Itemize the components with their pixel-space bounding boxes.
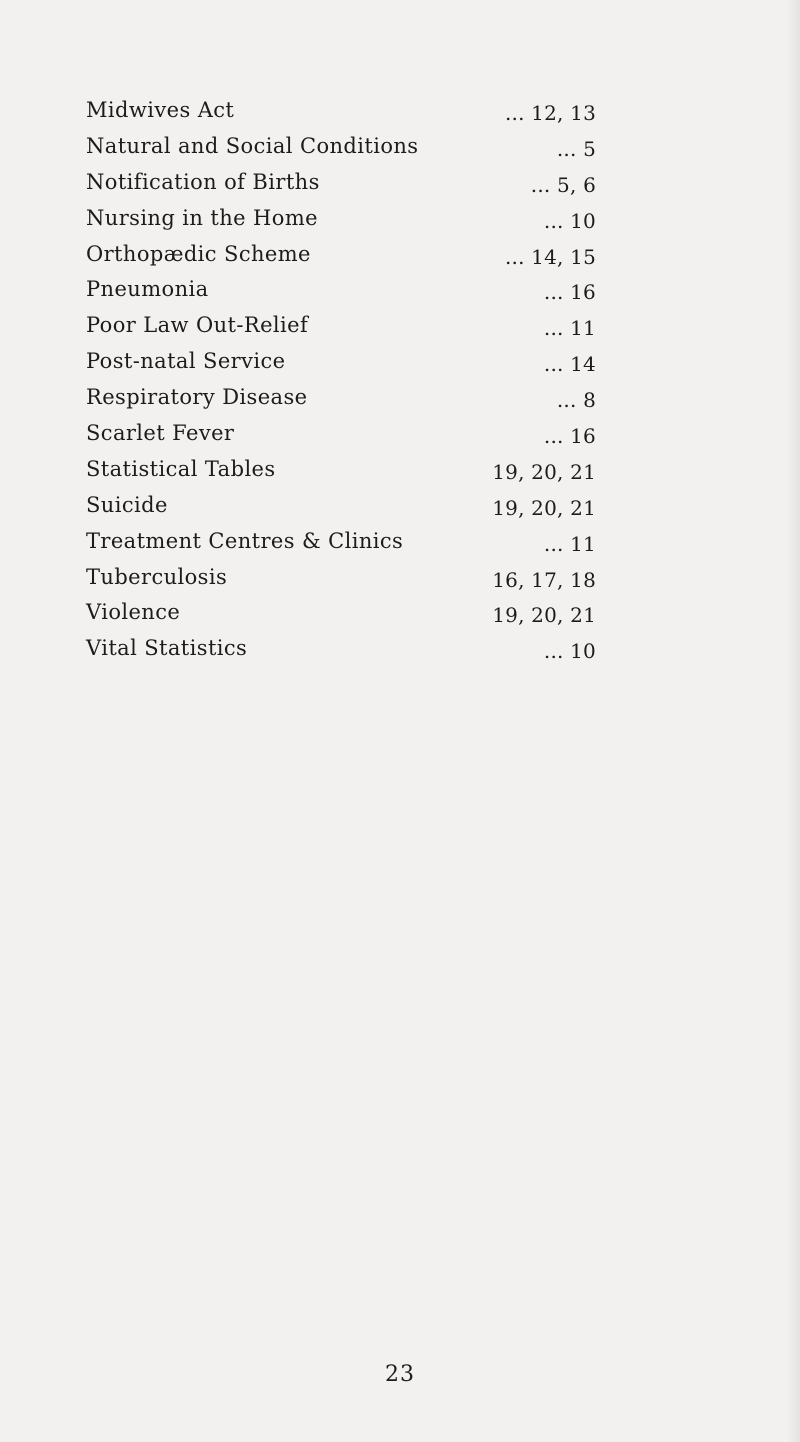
index-entry <box>86 563 606 599</box>
index-term: Post-natal Service <box>86 349 286 374</box>
index-term: Vital Statistics <box>86 636 248 661</box>
index-list <box>86 96 606 670</box>
index-term: Tuberculosis <box>86 564 228 589</box>
index-entry <box>86 383 606 419</box>
index-entry <box>86 275 606 311</box>
index-pages: ... 11 <box>543 316 596 341</box>
index-term: Respiratory Disease <box>86 385 308 410</box>
index-term: Midwives Act <box>86 98 235 122</box>
index-pages: ... 8 <box>556 388 596 413</box>
index-entry <box>86 311 606 347</box>
index-entry <box>86 347 606 383</box>
index-term: Statistical Tables <box>86 456 276 481</box>
index-entry <box>86 527 606 563</box>
index-entry <box>86 634 606 670</box>
index-term: Violence <box>86 600 181 625</box>
index-entry <box>86 204 606 240</box>
index-pages: ... 16 <box>543 424 596 449</box>
index-entry <box>86 491 606 527</box>
index-entry <box>86 455 606 491</box>
page-number: 23 <box>385 1362 415 1387</box>
index-term: Notification of Births <box>86 169 320 194</box>
index-term: Nursing in the Home <box>86 205 318 230</box>
index-pages: ... 11 <box>543 531 596 556</box>
index-pages: ... 16 <box>543 280 596 305</box>
index-entry <box>86 598 606 634</box>
index-term: Treatment Centres & Clinics <box>86 528 404 553</box>
index-pages: ... 5, 6 <box>530 172 596 197</box>
index-entry <box>86 168 606 204</box>
page-edge-shading <box>786 0 800 1442</box>
index-entry <box>86 132 606 168</box>
index-pages: 19, 20, 21 <box>492 603 596 628</box>
index-entry <box>86 419 606 455</box>
index-term: Poor Law Out-Relief <box>86 313 309 338</box>
index-pages: ... 14 <box>543 352 596 377</box>
index-term: Scarlet Fever <box>86 421 235 446</box>
index-entry <box>86 240 606 276</box>
index-pages: ... 10 <box>543 208 596 233</box>
index-term: Natural and Social Conditions <box>86 133 419 158</box>
index-pages: ... 14, 15 <box>504 244 596 269</box>
index-pages: ... 12, 13 <box>504 101 596 125</box>
index-term: Orthopædic Scheme <box>86 241 311 266</box>
index-pages: 19, 20, 21 <box>492 459 596 484</box>
index-pages: ... 10 <box>543 639 596 664</box>
index-term: Suicide <box>86 492 168 517</box>
index-entry <box>86 96 606 132</box>
index-pages: 16, 17, 18 <box>492 567 596 592</box>
index-pages: 19, 20, 21 <box>492 495 596 520</box>
index-term: Pneumonia <box>86 277 209 302</box>
index-pages: ... 5 <box>556 136 596 161</box>
